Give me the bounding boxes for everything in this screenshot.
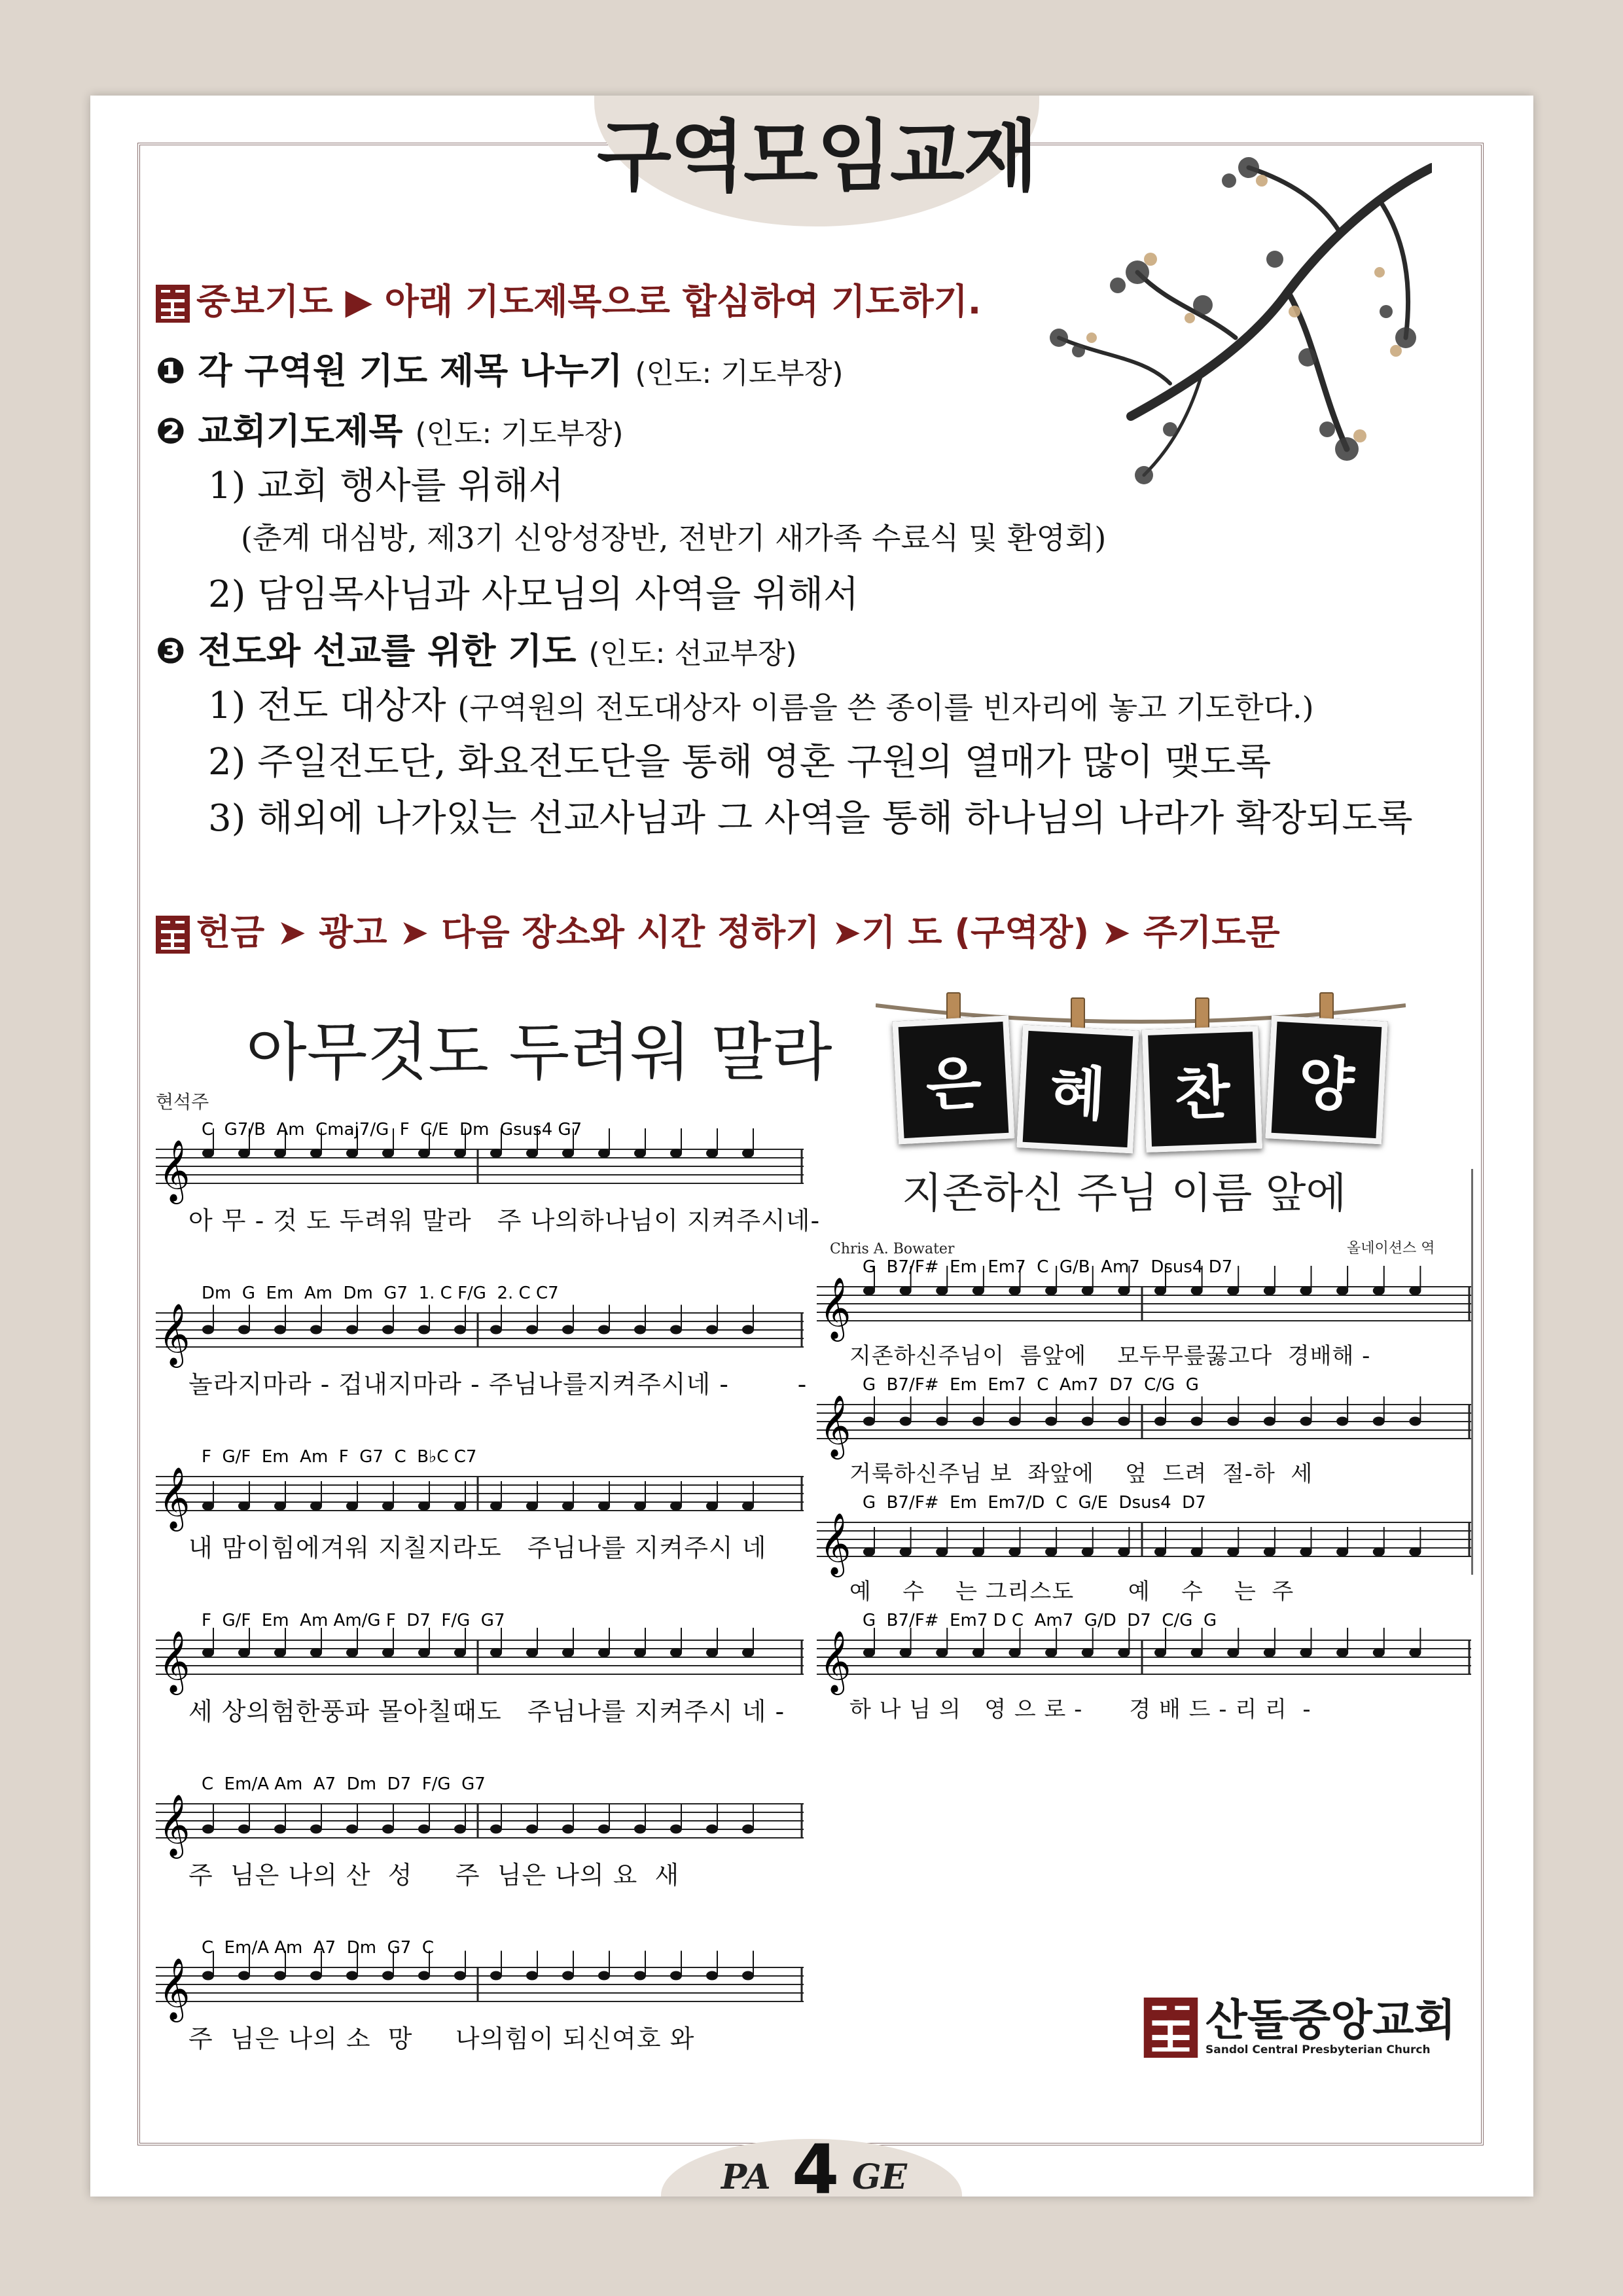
- note-head: [706, 1149, 718, 1158]
- note-head: [274, 1149, 286, 1158]
- chord-symbols: C Em/A Am A7 Dm D7 F/G G7: [202, 1774, 486, 1794]
- note-head: [274, 1325, 286, 1335]
- mission-sub-note: (구역원의 전도대상자 이름을 쓴 종이를 빈자리에 놓고 기도한다.): [457, 690, 1314, 725]
- note-head: [1045, 1648, 1057, 1657]
- prayer-item-1: [156, 343, 844, 393]
- note-head: [1082, 1648, 1094, 1657]
- note-head: [202, 1825, 214, 1834]
- note-head: [1154, 1648, 1166, 1657]
- prayer-item-2: [156, 403, 624, 454]
- note-head: [1154, 1547, 1166, 1556]
- note-head: [972, 1648, 984, 1657]
- note-head: [1191, 1648, 1203, 1657]
- note-head: [526, 1149, 538, 1158]
- banner-card: [1265, 1015, 1388, 1144]
- note-head: [634, 1501, 646, 1511]
- note-head: [1264, 1648, 1275, 1657]
- note-head: [1373, 1547, 1385, 1556]
- note-head: [1300, 1648, 1312, 1657]
- banner-card: [892, 1015, 1015, 1144]
- church-sub-detail: (춘계 대심방, 제3기 신앙성장반, 전반기 새가족 수료식 및 환영회): [241, 520, 1107, 556]
- note-head: [346, 1501, 358, 1511]
- church-name-en: Sandol Central Presbyterian Church: [1205, 2043, 1431, 2056]
- treble-clef-icon: 𝄞: [819, 1513, 851, 1575]
- note-head: [863, 1417, 875, 1426]
- note-head: [1009, 1417, 1021, 1426]
- note-head: [1045, 1286, 1057, 1295]
- note-head: [1009, 1547, 1021, 1556]
- church-logo: [1143, 1995, 1456, 2058]
- note-head: [598, 1149, 610, 1158]
- note-head: [742, 1149, 754, 1158]
- song1-composer: 현석주: [156, 1091, 209, 1113]
- note-head: [1373, 1286, 1385, 1295]
- mission-sub-3: 3) 해외에 나가있는 선교사님과 그 사역을 통해 하나님의 나라가 확장되도록: [208, 797, 1413, 840]
- note-head: [634, 1825, 646, 1834]
- note-head: [972, 1417, 984, 1426]
- note-head: [1264, 1547, 1275, 1556]
- order-heading: [156, 905, 1280, 955]
- note-head: [1118, 1547, 1130, 1556]
- mission-sub-2: 2) 주일전도단, 화요전도단을 통해 영혼 구원의 열매가 많이 맺도록: [208, 741, 1272, 783]
- note-head: [346, 1325, 358, 1335]
- chord-symbols: G B7/F# Em Em7 C Am7 D7 C/G G: [863, 1375, 1199, 1395]
- note-head: [562, 1971, 574, 1981]
- note-head: [346, 1648, 358, 1657]
- note-head: [382, 1149, 394, 1158]
- note-head: [634, 1648, 646, 1657]
- note-head: [742, 1648, 754, 1657]
- lyric-line: 하 나 님 의 영 으 로 - 경 배 드 - 리 리 -: [849, 1696, 1311, 1723]
- note-head: [238, 1971, 250, 1981]
- note-head: [526, 1648, 538, 1657]
- treble-clef-icon: 𝄞: [158, 1139, 190, 1202]
- blossom-branch-icon: [1039, 141, 1432, 508]
- note-head: [1409, 1547, 1421, 1556]
- note-head: [706, 1825, 718, 1834]
- note-head: [274, 1648, 286, 1657]
- note-head: [202, 1325, 214, 1335]
- note-head: [562, 1648, 574, 1657]
- note-head: [863, 1648, 875, 1657]
- note-head: [418, 1648, 430, 1657]
- page-label-left: PA: [721, 2157, 771, 2197]
- note-head: [1082, 1286, 1094, 1295]
- note-head: [670, 1971, 682, 1981]
- note-head: [382, 1648, 394, 1657]
- prayer-item-3: [156, 623, 797, 673]
- item-marker: ❶: [156, 350, 186, 391]
- lyric-line: 놀라지마라 - 겁내지마라 - 주님나를지켜주시네 - -: [188, 1370, 808, 1399]
- note-head: [1227, 1547, 1239, 1556]
- song2-translator: 올네이션스 역: [1347, 1240, 1435, 1257]
- note-head: [1336, 1648, 1348, 1657]
- note-head: [202, 1648, 214, 1657]
- note-head: [418, 1501, 430, 1511]
- note-head: [706, 1648, 718, 1657]
- note-head: [202, 1501, 214, 1511]
- note-head: [526, 1325, 538, 1335]
- note-head: [274, 1825, 286, 1834]
- chord-symbols: C G7/B Am Cmaj7/G F C/E Dm Gsus4 G7: [202, 1120, 582, 1139]
- item-note: (인도: 기도부장): [635, 357, 844, 390]
- note-head: [706, 1325, 718, 1335]
- note-head: [1264, 1286, 1275, 1295]
- note-head: [1154, 1417, 1166, 1426]
- item-marker: ❸: [156, 630, 186, 672]
- note-head: [670, 1325, 682, 1335]
- chord-symbols: Dm G Em Am Dm G7 1. C F/G 2. C C7: [202, 1283, 559, 1303]
- banner-char: 찬: [1173, 1058, 1232, 1128]
- treble-clef-icon: 𝄞: [819, 1277, 851, 1339]
- note-head: [863, 1547, 875, 1556]
- song2-composer: Chris A. Bowater: [830, 1241, 955, 1257]
- note-head: [346, 1825, 358, 1834]
- note-head: [274, 1501, 286, 1511]
- church-logo-icon: [1143, 1998, 1199, 2058]
- note-head: [454, 1325, 466, 1335]
- banner-char: 양: [1296, 1049, 1356, 1120]
- note-head: [634, 1325, 646, 1335]
- note-head: [490, 1825, 502, 1834]
- banner-char: 은: [924, 1049, 984, 1120]
- church-name-block: [1205, 1995, 1456, 2056]
- note-head: [1082, 1547, 1094, 1556]
- item-marker: ❷: [156, 410, 186, 452]
- note-head: [1009, 1286, 1021, 1295]
- note-head: [382, 1825, 394, 1834]
- order-heading-text: 헌금 ➤ 광고 ➤ 다음 장소와 시간 정하기 ➤기 도 (구역장) ➤ 주기도문: [196, 912, 1280, 953]
- note-head: [1191, 1417, 1203, 1426]
- note-head: [900, 1417, 912, 1426]
- note-head: [1118, 1417, 1130, 1426]
- note-head: [346, 1971, 358, 1981]
- note-head: [1336, 1417, 1348, 1426]
- note-head: [274, 1971, 286, 1981]
- note-head: [1227, 1286, 1239, 1295]
- note-head: [562, 1825, 574, 1834]
- note-head: [562, 1149, 574, 1158]
- song1-title: 아무것도 두려워 말라: [246, 1016, 832, 1089]
- note-head: [670, 1149, 682, 1158]
- note-head: [1373, 1417, 1385, 1426]
- note-head: [454, 1825, 466, 1834]
- note-head: [310, 1501, 322, 1511]
- note-head: [972, 1547, 984, 1556]
- page-label-right: GE: [852, 2157, 908, 2197]
- note-head: [202, 1149, 214, 1158]
- note-head: [1045, 1547, 1057, 1556]
- note-head: [238, 1325, 250, 1335]
- note-head: [1300, 1417, 1312, 1426]
- note-head: [742, 1971, 754, 1981]
- note-head: [238, 1825, 250, 1834]
- note-head: [598, 1825, 610, 1834]
- note-head: [634, 1971, 646, 1981]
- banner-card: [1016, 1024, 1139, 1153]
- note-head: [382, 1501, 394, 1511]
- note-head: [490, 1501, 502, 1511]
- note-head: [562, 1501, 574, 1511]
- church-logo-icon: [156, 916, 190, 954]
- mission-sub-1: [208, 677, 1314, 729]
- note-head: [1373, 1648, 1385, 1657]
- church-sub-1: 1) 교회 행사를 위해서: [208, 465, 564, 507]
- note-head: [706, 1971, 718, 1981]
- note-head: [1409, 1648, 1421, 1657]
- note-head: [346, 1149, 358, 1158]
- note-head: [1118, 1286, 1130, 1295]
- note-head: [1300, 1286, 1312, 1295]
- item-note: (인도: 선교부장): [588, 637, 797, 670]
- note-head: [490, 1325, 502, 1335]
- note-head: [1009, 1648, 1021, 1657]
- note-head: [1409, 1286, 1421, 1295]
- note-head: [1336, 1547, 1348, 1556]
- prayer-heading: [156, 274, 981, 324]
- note-head: [310, 1971, 322, 1981]
- column-divider: [1471, 1169, 1473, 1575]
- note-head: [526, 1825, 538, 1834]
- chord-symbols: G B7/F# Em Em7 C G/B Am7 Dsus4 D7: [863, 1257, 1233, 1277]
- note-head: [382, 1971, 394, 1981]
- chord-symbols: G B7/F# Em Em7/D C G/E Dsus4 D7: [863, 1493, 1206, 1513]
- lyric-line: 주 님은 나의 산 성 주 님은 나의 요 새: [188, 1861, 680, 1890]
- lyric-line: 아 무 - 것 도 두려워 말라 주 나의하나님이 지켜주시네-: [188, 1206, 821, 1235]
- note-head: [1336, 1286, 1348, 1295]
- note-head: [562, 1325, 574, 1335]
- note-head: [1191, 1286, 1203, 1295]
- note-head: [598, 1971, 610, 1981]
- church-sub-2: 2) 담임목사님과 사모님의 사역을 위해서: [208, 573, 859, 616]
- note-head: [670, 1501, 682, 1511]
- note-head: [418, 1325, 430, 1335]
- note-head: [418, 1825, 430, 1834]
- note-head: [1045, 1417, 1057, 1426]
- chord-symbols: G B7/F# Em7 D C Am7 G/D D7 C/G G: [863, 1611, 1217, 1630]
- chord-symbols: F G/F Em Am Am/G F D7 F/G G7: [202, 1611, 505, 1630]
- chord-symbols: F G/F Em Am F G7 C B♭C C7: [202, 1447, 477, 1467]
- treble-clef-icon: 𝄞: [158, 1630, 190, 1693]
- note-head: [936, 1286, 948, 1295]
- note-head: [454, 1971, 466, 1981]
- note-head: [310, 1825, 322, 1834]
- note-head: [972, 1286, 984, 1295]
- mission-sub-text: 1) 전도 대상자: [208, 685, 446, 727]
- note-head: [706, 1501, 718, 1511]
- note-head: [490, 1648, 502, 1657]
- treble-clef-icon: 𝄞: [819, 1630, 851, 1693]
- lyric-line: 거룩하신주님 보 좌앞에 엎 드려 절-하 세: [849, 1461, 1313, 1487]
- song2-title: 지존하신 주님 이름 앞에: [902, 1170, 1347, 1218]
- note-head: [634, 1149, 646, 1158]
- note-head: [382, 1325, 394, 1335]
- note-head: [900, 1547, 912, 1556]
- item-note: (인도: 기도부장): [415, 417, 624, 450]
- note-head: [238, 1648, 250, 1657]
- note-head: [418, 1971, 430, 1981]
- note-head: [1082, 1417, 1094, 1426]
- lyric-line: 세 상의험한풍파 몰아칠때도 주님나를 지켜주시 네 -: [188, 1697, 785, 1726]
- note-head: [310, 1648, 322, 1657]
- note-head: [454, 1501, 466, 1511]
- treble-clef-icon: 𝄞: [158, 1958, 190, 2020]
- treble-clef-icon: 𝄞: [158, 1794, 190, 1856]
- church-logo-icon: [156, 285, 190, 323]
- note-head: [742, 1501, 754, 1511]
- note-head: [454, 1648, 466, 1657]
- note-head: [936, 1648, 948, 1657]
- note-head: [1300, 1547, 1312, 1556]
- note-head: [670, 1825, 682, 1834]
- note-head: [1227, 1648, 1239, 1657]
- note-head: [670, 1648, 682, 1657]
- note-head: [310, 1325, 322, 1335]
- item-text: 각 구역원 기도 제목 나누기: [198, 350, 623, 391]
- chord-symbols: C Em/A Am A7 Dm G7 C: [202, 1938, 434, 1958]
- item-text: 교회기도제목: [198, 410, 403, 452]
- note-head: [598, 1501, 610, 1511]
- note-head: [900, 1648, 912, 1657]
- note-head: [490, 1149, 502, 1158]
- treble-clef-icon: 𝄞: [819, 1395, 851, 1457]
- page-number: 4: [792, 2130, 840, 2210]
- prayer-heading-text: 중보기도 ▶ 아래 기도제목으로 합심하여 기도하기.: [196, 281, 982, 322]
- page-title: 구역모임교재: [597, 111, 1037, 202]
- note-head: [598, 1648, 610, 1657]
- note-head: [310, 1149, 322, 1158]
- note-head: [202, 1971, 214, 1981]
- page-number-tab: [661, 2130, 962, 2210]
- lyric-line: 예 수 는 그리스도 예 수 는 주: [849, 1579, 1294, 1605]
- note-head: [598, 1325, 610, 1335]
- treble-clef-icon: 𝄞: [158, 1303, 190, 1365]
- note-head: [936, 1547, 948, 1556]
- note-head: [490, 1971, 502, 1981]
- lyric-line: 내 맘이힘에겨워 지칠지라도 주님나를 지켜주시 네: [188, 1534, 767, 1562]
- note-head: [418, 1149, 430, 1158]
- note-head: [742, 1325, 754, 1335]
- note-head: [526, 1501, 538, 1511]
- note-head: [454, 1149, 466, 1158]
- note-head: [1227, 1417, 1239, 1426]
- lyric-line: 지존하신주님이 름앞에 모두무릎꿇고다 경배해 -: [849, 1343, 1371, 1369]
- note-head: [1118, 1648, 1130, 1657]
- church-name: 산돌중앙교회: [1205, 1995, 1456, 2045]
- note-head: [863, 1286, 875, 1295]
- note-head: [1154, 1286, 1166, 1295]
- banner-char: 혜: [1048, 1058, 1107, 1129]
- note-head: [1264, 1417, 1275, 1426]
- note-head: [742, 1825, 754, 1834]
- note-head: [238, 1149, 250, 1158]
- note-head: [900, 1286, 912, 1295]
- lyric-line: 주 님은 나의 소 망 나의힘이 되신여호 와: [188, 2024, 695, 2053]
- note-head: [238, 1501, 250, 1511]
- note-head: [526, 1971, 538, 1981]
- page: [90, 96, 1533, 2210]
- item-text: 전도와 선교를 위한 기도: [198, 630, 577, 672]
- banner-card: [1142, 1026, 1262, 1153]
- note-head: [1409, 1417, 1421, 1426]
- note-head: [936, 1417, 948, 1426]
- treble-clef-icon: 𝄞: [158, 1467, 190, 1529]
- note-head: [1191, 1547, 1203, 1556]
